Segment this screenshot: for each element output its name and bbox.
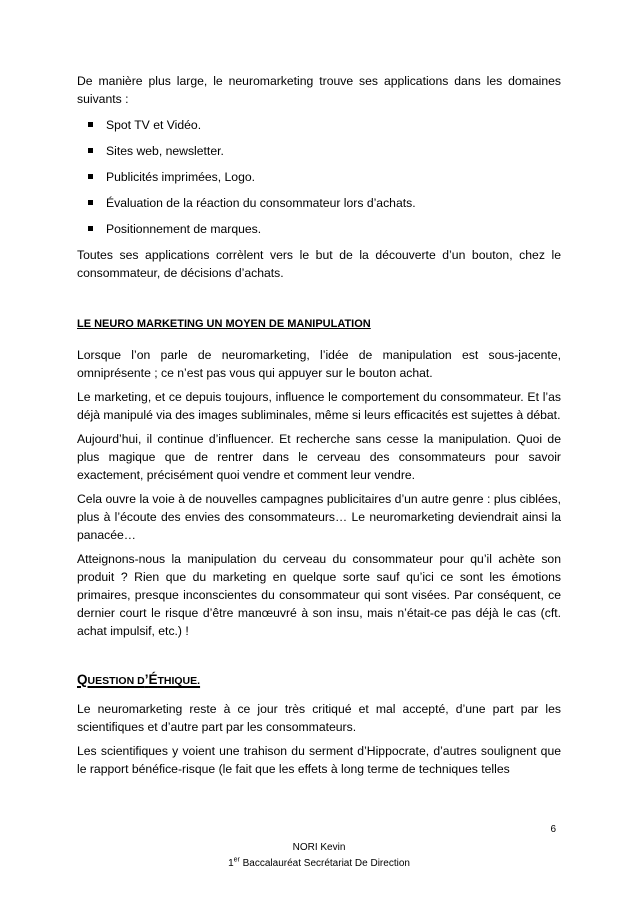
square-bullet-icon: [88, 200, 93, 205]
list-item: [77, 142, 561, 160]
applications-list: [77, 116, 561, 238]
section1-paragraph: Aujourd’hui, il continue d’influencer. Et recherche sans cesse la manipulation. Quoi de plus magique que de rentrer dans le cerveau des consommateurs pour savoir exactement, précisément quoi vendre et comment leur vendre.: [77, 432, 561, 482]
section1-paragraph: Atteignons-nous la manipulation du cerveau du consommateur pour qu’il achète son produit ? Rien que du marketing en quelque sorte sauf qu’ici ce sont les émotions primaires, presque inconscientes du consommateur qui sont visées. Par conséquent, ce dernier court le risque d’être manœuvré à son insu, mais n’était-ce pas déjà le cas (cft. achat impulsif, etc.) !: [77, 552, 561, 638]
square-bullet-icon: [88, 174, 93, 179]
intro-paragraph: De manière plus large, le neuromarketing trouve ses applications dans les domaines suivants :: [77, 74, 561, 106]
list-item: [77, 116, 561, 134]
list-item-text: Spot TV et Vidéo.: [106, 118, 202, 132]
list-item-text: Publicités imprimées, Logo.: [106, 170, 256, 184]
class-superscript: er: [233, 856, 240, 864]
square-bullet-icon: [88, 148, 93, 153]
class-name: Baccalauréat Secrétariat De Direction: [239, 858, 410, 869]
heading-initial: Q: [77, 672, 88, 687]
square-bullet-icon: [88, 226, 93, 231]
intro-conclusion: Toutes ses applications corrèlent vers le but de la découverte d’un bouton, chez le consommateur, de décisions d’achats.: [77, 248, 561, 280]
section2-paragraph: Le neuromarketing reste à ce jour très critiqué et mal accepté, d’une part par les scientifiques et d’autre part par les consommateurs.: [77, 702, 561, 734]
footer-author: NORI Kevin: [292, 842, 346, 853]
heading-part: THIQUE.: [157, 675, 201, 687]
heading-part: UESTION D: [87, 675, 145, 687]
list-item: [77, 194, 561, 212]
section1-paragraph: Cela ouvre la voie à de nouvelles campagnes publicitaires d’un autre genre : plus ciblées, plus à l’écoute des envies des consommateurs… Le neuromarketing deviendrait ainsi la panacée…: [77, 492, 561, 542]
section-heading-ethics: [77, 668, 561, 690]
class-number: 1: [228, 858, 234, 869]
list-item-text: Positionnement de marques.: [106, 222, 262, 236]
heading-initial: É: [148, 672, 158, 687]
heading-apostrophe: ’: [144, 672, 149, 687]
section2-paragraph: Les scientifiques y voient une trahison du serment d’Hippocrate, d’autres soulignent que le rapport bénéfice-risque (le fait que les effets à long terme de techniques telles: [77, 744, 561, 776]
footer-class: [0, 858, 638, 869]
list-item-text: Sites web, newsletter.: [106, 144, 224, 158]
page-number: 6: [550, 824, 556, 835]
page-content: [77, 72, 561, 784]
list-item: [77, 220, 561, 238]
section1-paragraph: Lorsque l’on parle de neuromarketing, l’idée de manipulation est sous-jacente, omniprésente ; ce n’est pas vous qui appuyer sur le bouton achat.: [77, 348, 561, 380]
list-item-text: Évaluation de la réaction du consommateur lors d’achats.: [106, 196, 416, 210]
section-heading-manipulation: LE NEURO MARKETING UN MOYEN DE MANIPULATION: [77, 318, 371, 330]
list-item: [77, 168, 561, 186]
section1-paragraph: Le marketing, et ce depuis toujours, influence le comportement du consommateur. Et l’as déjà manipulé via des images subliminales, même si leurs efficacités est sujettes à débat.: [77, 390, 561, 422]
square-bullet-icon: [88, 122, 93, 127]
